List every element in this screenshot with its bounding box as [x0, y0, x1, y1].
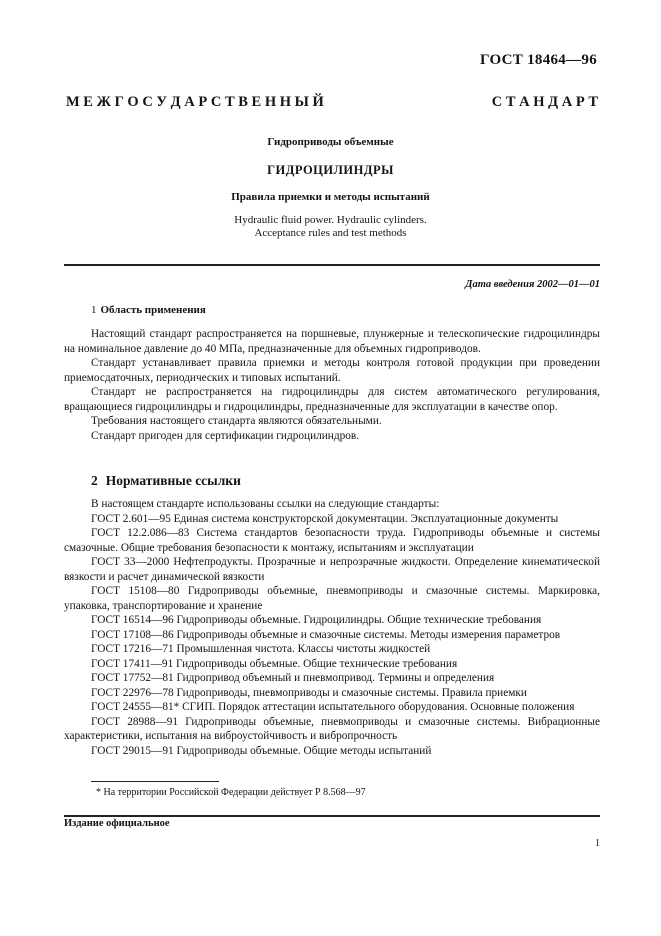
page-number: 1 [595, 838, 600, 849]
page-title: ГИДРОЦИЛИНДРЫ [267, 163, 394, 177]
section2-heading [91, 473, 241, 489]
standard-banner [66, 94, 598, 111]
title-group: Гидроприводы объемные [267, 136, 394, 148]
paragraph: Настоящий стандарт распространяется на поршневые, плунжерные и телескопические гидроцилиндры на номинальное давление до 40 МПа, предназначенные для объемных гидроприводов. [64, 328, 600, 355]
section2-number: 2 [91, 473, 98, 488]
paragraph: Стандарт пригоден для сертификации гидроцилиндров. [91, 429, 360, 442]
reference-item: ГОСТ 17752—81 Гидропривод объемный и пневмопривод. Термины и определения [91, 672, 495, 684]
reference-item: ГОСТ 24555—81* СГИП. Порядок аттестации испытательного оборудования. Основные положения [91, 701, 575, 713]
section2-title: Нормативные ссылки [105, 473, 241, 488]
banner-standard: С Т А Н Д А Р Т [491, 94, 598, 110]
section1-title: Область применения [100, 304, 206, 316]
banner-interstate: М Е Ж Г О С У Д А Р С Т В Е Н Н Ы Й [66, 94, 324, 110]
section1-body [64, 327, 600, 443]
reference-item: ГОСТ 17108—86 Гидроприводы объемные и смазочные системы. Методы измерения параметров [91, 628, 561, 641]
footnote: * На территории Российской Федерации действует Р 8.568—97 [96, 787, 366, 798]
paragraph: Стандарт устанавливает правила приемки и методы контроля готовой продукции при проведении приемосдаточных, периодических и типовых испытаний. [64, 357, 600, 384]
paragraph: В настоящем стандарте использованы ссылки на следующие стандарты: [91, 498, 440, 510]
reference-item: ГОСТ 33—2000 Нефтепродукты. Прозрачные и непрозрачные жидкости. Определение кинематической вязкости и расчет динамической вязкости [64, 556, 600, 583]
reference-item: ГОСТ 2.601—95 Единая система конструкторской документации. Эксплуатационные документы [91, 512, 559, 525]
reference-item: ГОСТ 16514—96 Гидроприводы объемные. Гидроцилиндры. Общие технические требования [91, 614, 542, 626]
reference-item: ГОСТ 17411—91 Гидроприводы объемные. Общие технические требования [91, 657, 458, 670]
reference-item: ГОСТ 12.2.086—83 Система стандартов безопасности труда. Гидроприводы объемные и системы смазочные. Общие требования безопасности к монтажу, испытаниям и эксплуатации [64, 527, 600, 554]
paragraph: Требования настоящего стандарта являются обязательными. [91, 415, 382, 427]
document-code: ГОСТ 18464—96 [479, 52, 597, 68]
reference-item: ГОСТ 15108—80 Гидроприводы объемные, пневмоприводы и смазочные системы. Маркировка, упаковка, транспортирование и хранение [64, 585, 600, 612]
section2-body [64, 497, 600, 758]
edition-label: Издание официальное [64, 818, 170, 829]
section1-number: 1 [91, 304, 97, 316]
english-title-line2: Acceptance rules and test methods [254, 227, 407, 239]
footnote-divider [91, 781, 219, 782]
section1-heading [91, 304, 206, 316]
introduction-date: Дата введения 2002—01—01 [465, 279, 600, 290]
english-title [0, 214, 661, 240]
paragraph: Стандарт не распространяется на гидроцилиндры для систем автоматического регулирования, вращающиеся гидроцилиндры и гидроцилиндры, предназначенные для эксплуатации в качестве опор. [64, 386, 600, 413]
reference-item: ГОСТ 22976—78 Гидроприводы, пневмоприводы и смазочные системы. Правила приемки [91, 686, 527, 699]
reference-item: ГОСТ 29015—91 Гидроприводы объемные. Общие методы испытаний [91, 744, 432, 757]
reference-item: ГОСТ 17216—71 Промышленная чистота. Классы чистоты жидкостей [91, 643, 431, 655]
reference-item: ГОСТ 28988—91 Гидроприводы объемные, пневмоприводы и смазочные системы. Вибрационные характеристики, испытания на виброустойчивость и вибропрочность [64, 715, 600, 742]
english-title-line1: Hydraulic fluid power. Hydraulic cylinders. [234, 214, 427, 226]
page-subtitle: Правила приемки и методы испытаний [231, 191, 430, 203]
title-divider [64, 264, 600, 266]
edition-divider [64, 815, 600, 817]
